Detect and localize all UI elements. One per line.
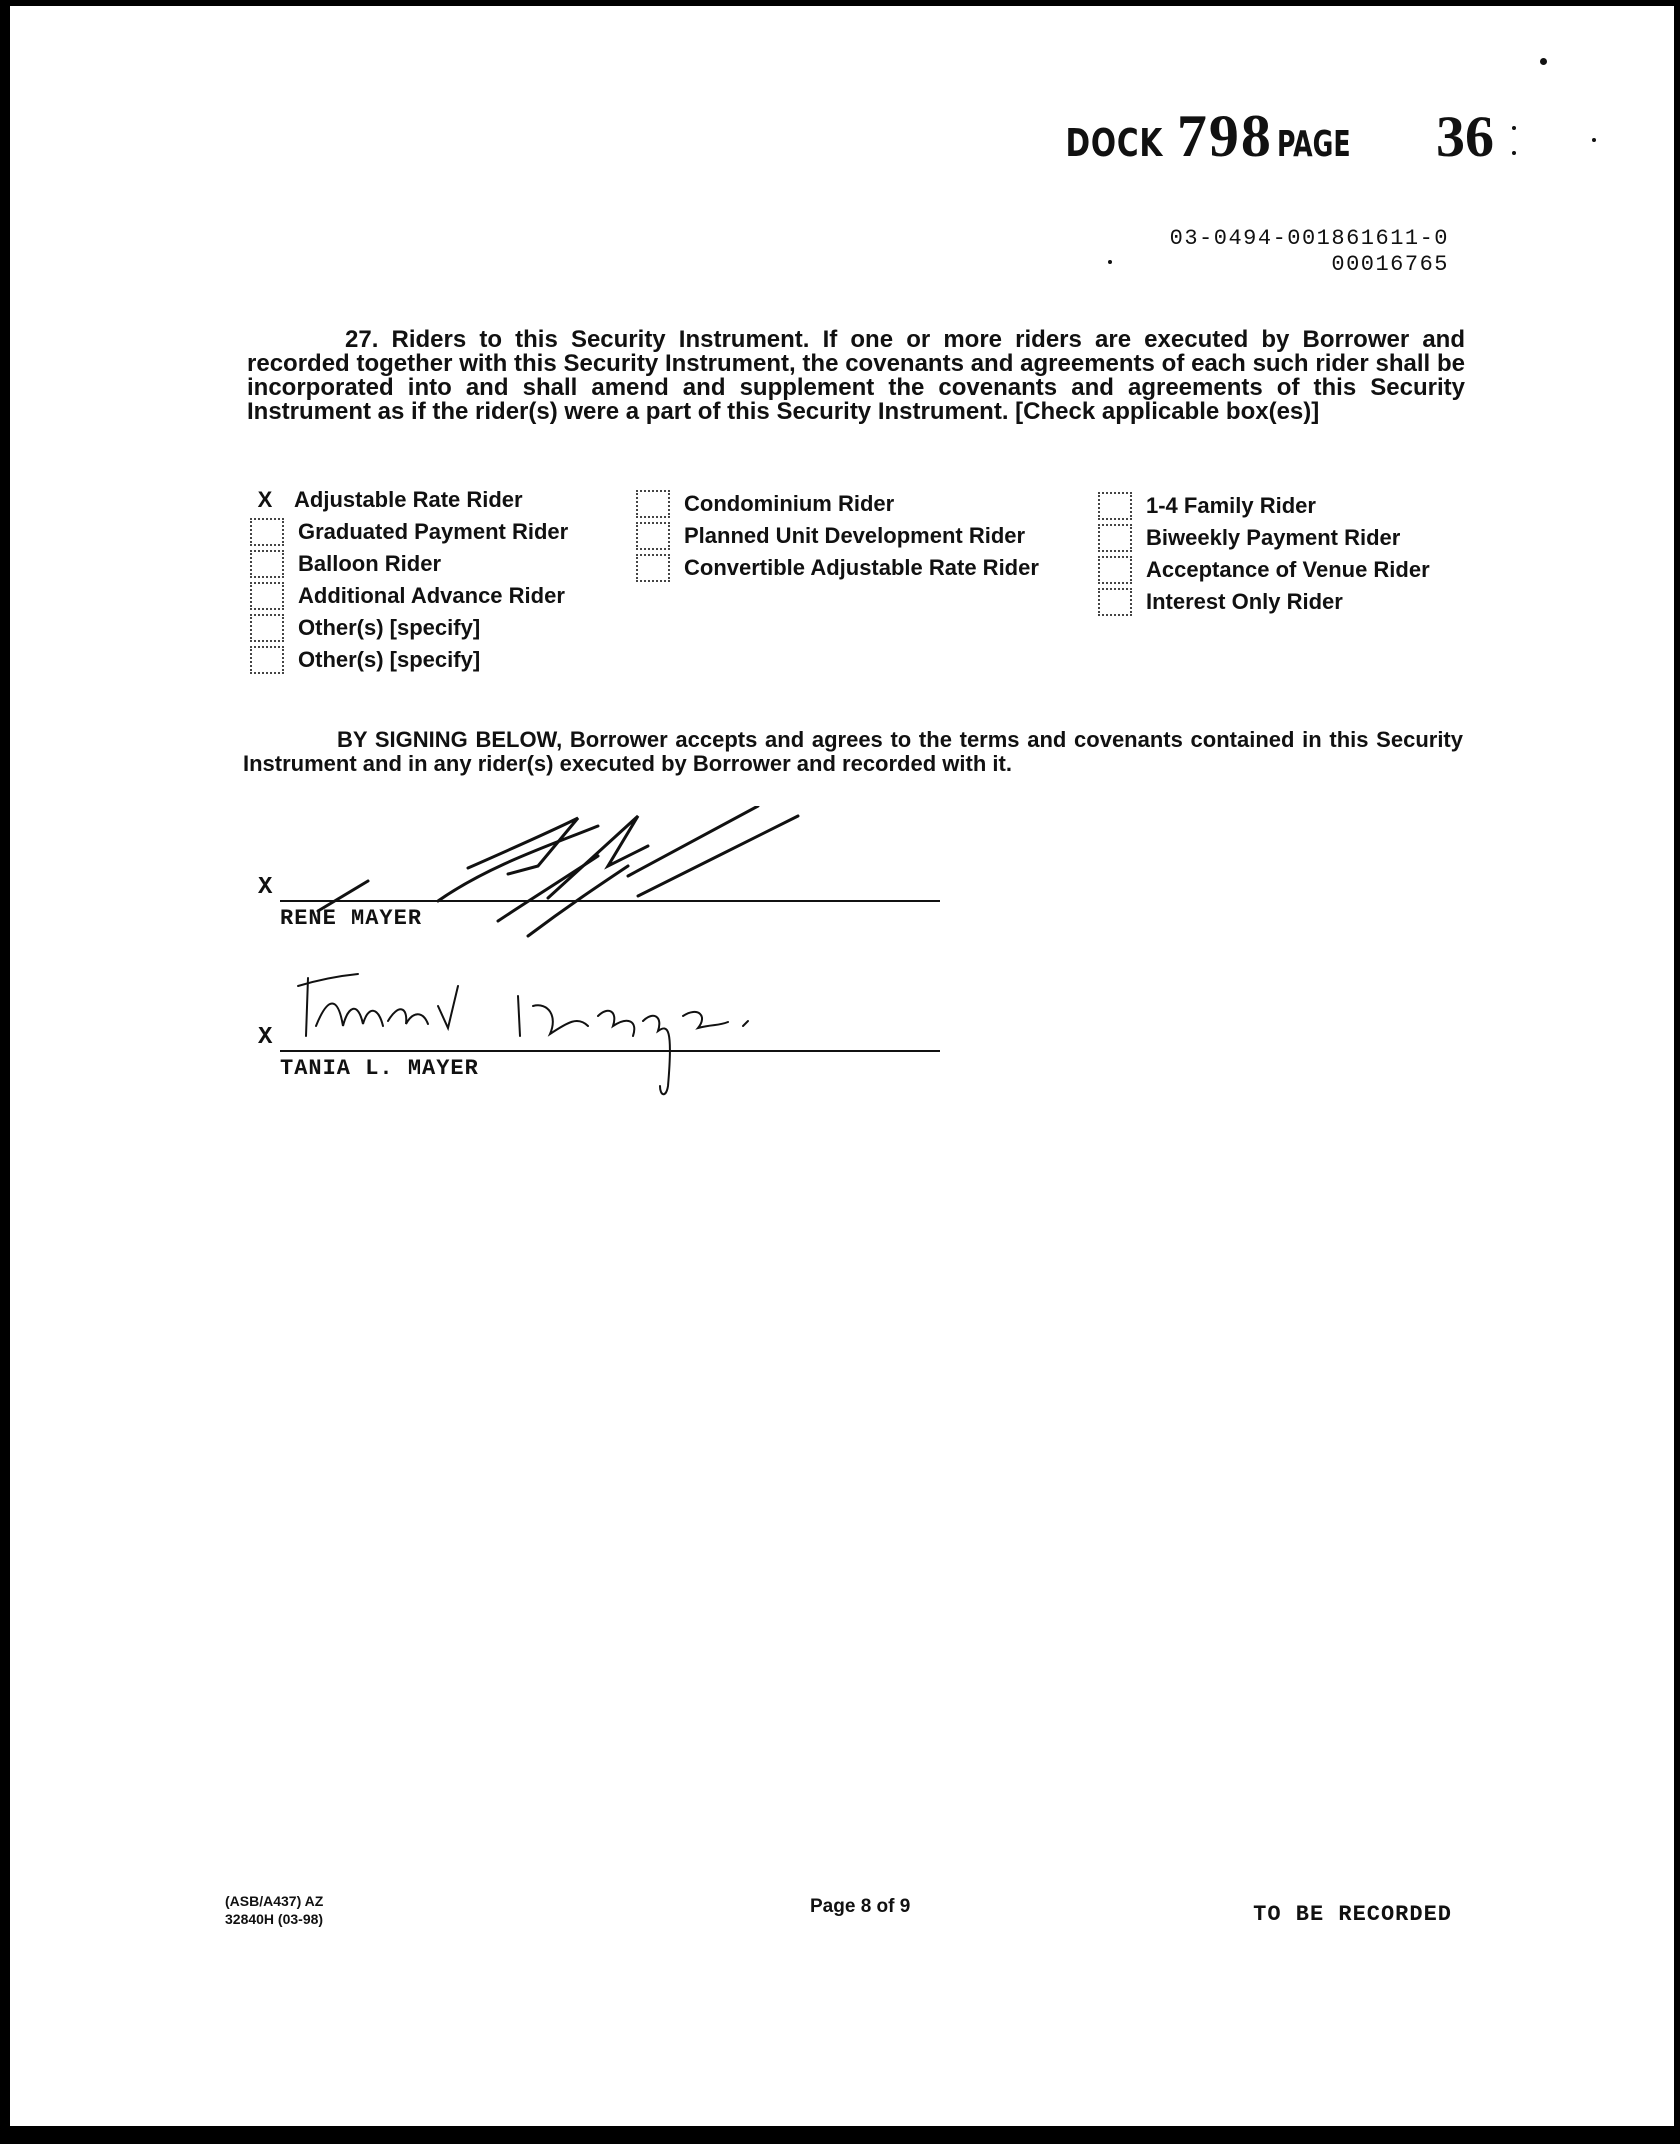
signing-statement — [243, 728, 1463, 776]
section-body: Riders to this Security Instrument. If one or more riders are executed by Borrower and recorded together with this Security Instrument, the covenants and agreements of each such rider shall be incorporated into and shall amend and supplement the covenants and agreements of this Security Instrument as if the rider(s) were a part of this Security Instrument. [Check applicable box(es)] — [247, 326, 1465, 425]
checkbox[interactable] — [1098, 524, 1132, 552]
scan-speck — [1512, 151, 1516, 155]
section-number: 27. — [345, 326, 379, 353]
rider-other-1[interactable] — [250, 614, 480, 642]
rider-acceptance-of-venue[interactable] — [1098, 556, 1430, 584]
document-page — [10, 6, 1674, 2126]
rider-other-2[interactable] — [250, 646, 480, 674]
checkbox[interactable] — [250, 614, 284, 642]
signature-line — [280, 1050, 940, 1052]
page-info: Page 8 of 9 — [810, 1896, 911, 1917]
rider-label: 1-4 Family Rider — [1146, 493, 1316, 518]
rider-label: Balloon Rider — [298, 551, 442, 576]
rider-biweekly-payment[interactable] — [1098, 524, 1400, 552]
signer-name: TANIA L. MAYER — [280, 1056, 479, 1081]
signer-name: RENE MAYER — [280, 906, 423, 931]
reference-number: 00016765 — [1331, 252, 1449, 277]
form-code-2: 32840H (03-98) — [225, 1911, 324, 1927]
rider-interest-only[interactable] — [1098, 588, 1343, 616]
rider-label: Other(s) [specify] — [298, 615, 481, 640]
checkbox[interactable] — [250, 550, 284, 578]
rider-label: Additional Advance Rider — [298, 583, 565, 608]
rider-1-4-family[interactable] — [1098, 492, 1316, 520]
rider-adjustable-rate[interactable] — [250, 486, 523, 514]
signing-body: Borrower accepts and agrees to the terms and covenants contained in this Security Instrument and in any rider(s) executed by Borrower and recorded with it. — [243, 727, 1463, 776]
book-label: DOCK — [1065, 121, 1163, 165]
scan-speck — [1540, 58, 1547, 65]
checkbox[interactable] — [1098, 492, 1132, 520]
rider-label: Graduated Payment Rider — [298, 519, 569, 544]
checkbox[interactable] — [250, 582, 284, 610]
riders-section-text — [247, 328, 1465, 424]
rider-label: Interest Only Rider — [1146, 589, 1343, 614]
rider-label: Convertible Adjustable Rate Rider — [684, 555, 1039, 580]
checkbox[interactable] — [1098, 588, 1132, 616]
signature-block-1 — [258, 806, 958, 946]
rider-condominium[interactable] — [636, 490, 894, 518]
page-label: PAGE — [1276, 124, 1351, 165]
rider-planned-unit-development[interactable] — [636, 522, 1025, 550]
rider-label: Condominium Rider — [684, 491, 895, 516]
rider-label: Acceptance of Venue Rider — [1146, 557, 1430, 582]
signature-block-2 — [258, 966, 958, 1106]
book-page-stamp — [1038, 102, 1494, 171]
checkbox[interactable] — [250, 646, 284, 674]
loan-identifiers — [1170, 226, 1449, 278]
rider-balloon[interactable] — [250, 550, 441, 578]
signature-mark: X — [258, 874, 273, 901]
rider-additional-advance[interactable] — [250, 582, 565, 610]
checkbox[interactable] — [250, 518, 284, 546]
rider-label: Planned Unit Development Rider — [684, 523, 1026, 548]
checkbox[interactable] — [636, 490, 670, 518]
checkbox[interactable] — [1098, 556, 1132, 584]
page-number: 36 — [1436, 104, 1494, 169]
signature-mark: X — [258, 1024, 273, 1051]
rider-label: Adjustable Rate Rider — [294, 487, 523, 512]
rider-convertible-adjustable-rate[interactable] — [636, 554, 1039, 582]
checkbox[interactable] — [636, 522, 670, 550]
loan-number: 03-0494-001861611-0 — [1169, 226, 1449, 251]
checkbox[interactable] — [636, 554, 670, 582]
recording-note: TO BE RECORDED — [1253, 1902, 1452, 1927]
book-number: 798 — [1176, 103, 1273, 169]
checkbox-checked[interactable]: X — [257, 487, 273, 512]
rider-label: Other(s) [specify] — [298, 647, 481, 672]
signature-line — [280, 900, 940, 902]
form-codes — [225, 1892, 323, 1928]
scan-speck — [1592, 138, 1596, 142]
rider-graduated-payment[interactable] — [250, 518, 568, 546]
form-code-1: (ASB/A437) AZ — [225, 1893, 324, 1909]
scan-speck — [1512, 126, 1516, 130]
signing-lead: BY SIGNING BELOW, — [337, 727, 563, 752]
scan-speck — [1108, 260, 1112, 264]
rider-label: Biweekly Payment Rider — [1146, 525, 1401, 550]
